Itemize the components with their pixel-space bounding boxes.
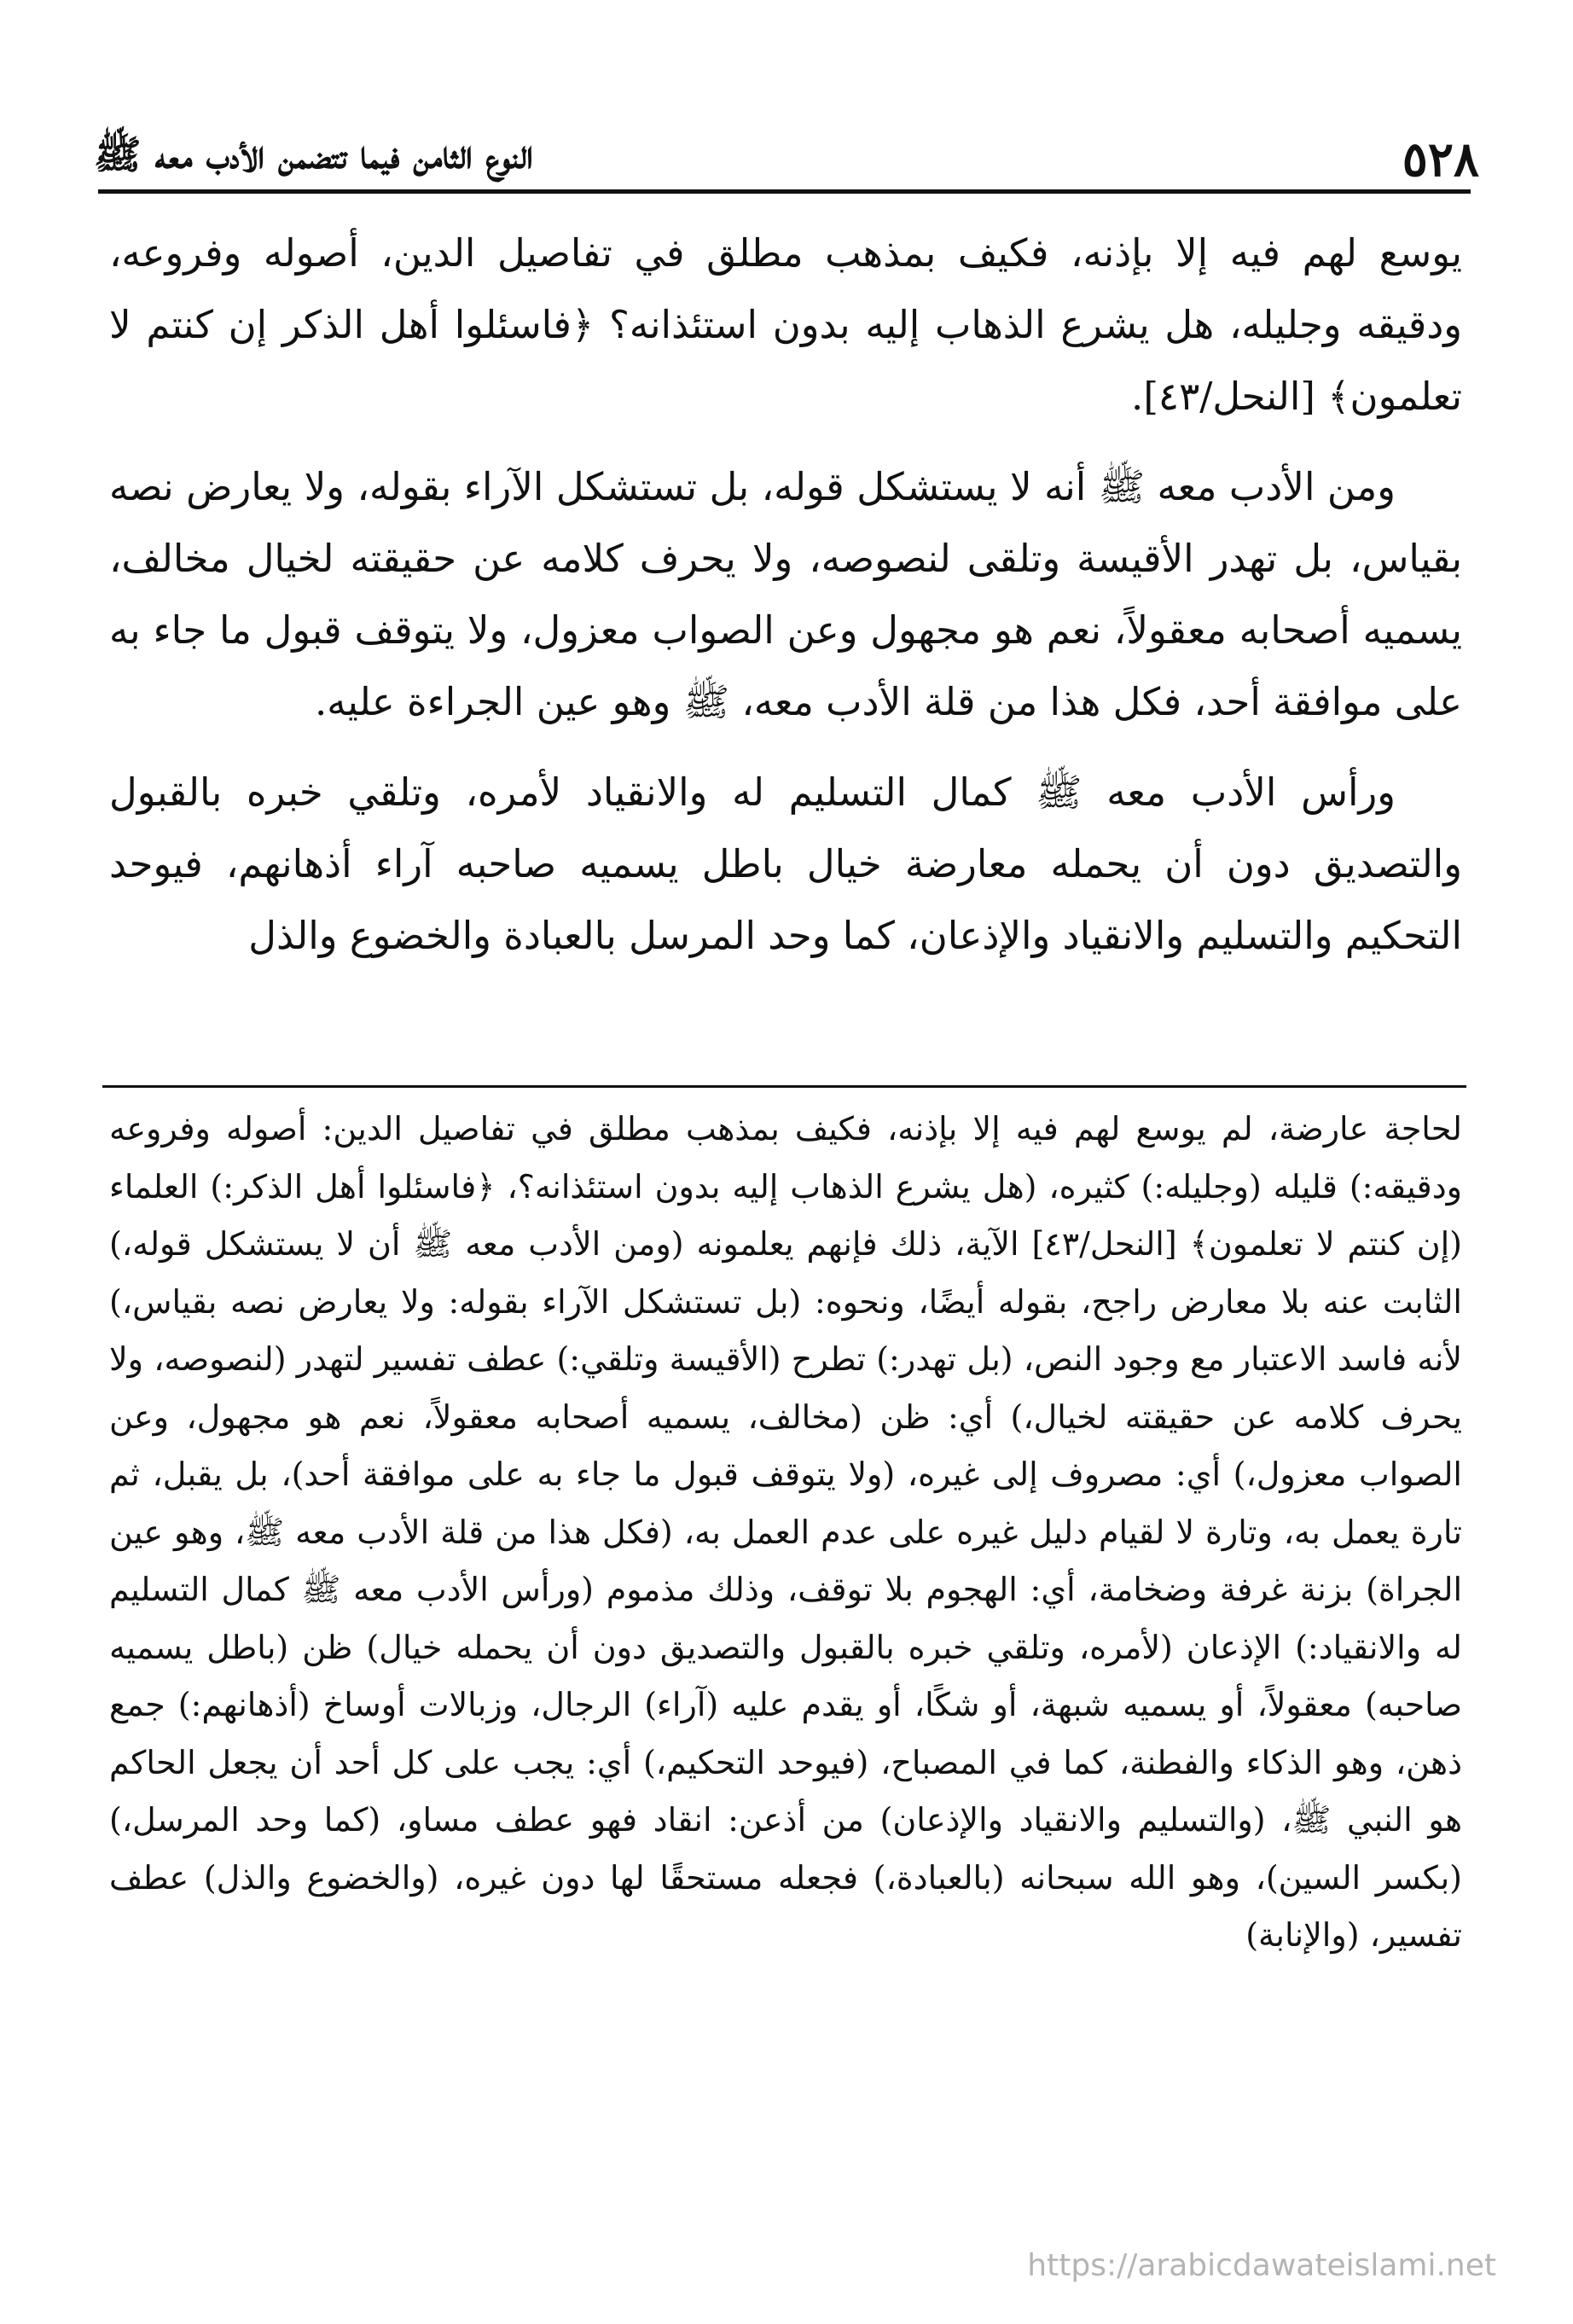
watermark-url: https://arabicdawateislami.net (1027, 2248, 1496, 2283)
main-paragraph-3: ورأس الأدب معه ﷺ كمال التسليم له والانقياد لأمره، وتلقي خبره بالقبول والتصديق دون أن يحمله معارضة خيال باطل يسميه صاحبه آراء أذهانهم، فيوحد التحكيم والتسليم والانقياد والإذعان، كما وحد المرسل بالعبادة والخضوع والذل (109, 770, 1462, 958)
main-paragraph-1: يوسع لهم فيه إلا بإذنه، فكيف بمذهب مطلق في تفاصيل الدين، أصوله وفروعه، ودقيقه وجليله، هل يشرع الذهاب إليه بدون استئذانه؟ ﴿فاسئلوا أهل الذكر إن كنتم لا تعلمون﴾ [النحل/٤٣]. (109, 230, 1462, 419)
running-title: النوع الثامن فيما تتضمن الأدب معه ﷺ (94, 131, 533, 177)
page-header (94, 111, 1479, 188)
header-rule (98, 189, 1471, 194)
commentary-text (109, 1101, 1462, 1965)
page-number: ٥٢٨ (1402, 131, 1479, 188)
commentary-paragraph: لحاجة عارضة، لم يوسع لهم فيه إلا بإذنه، فكيف بمذهب مطلق في تفاصيل الدين: أصوله وفروعه ودقيقه:) قليله (وجليله:) كثيره، (هل يشرع الذهاب إليه بدون استئذانه؟، ﴿فاسئلوا أهل الذكر:) العلماء (إن كنتم لا تعلمون﴾ [النحل/٤٣] الآية، ذلك فإنهم يعلمونه (ومن الأدب معه ﷺ أن لا يستشكل قوله،) الثابت عنه بلا معارض راجح، بقوله أيضًا، ونحوه: (بل تستشكل الآراء بقوله: ولا يعارض نصه بقياس،) لأنه فاسد الاعتبار مع وجود النص، (بل تهدر:) تطرح (الأقيسة وتلقي:) عطف تفسير لتهدر (لنصوصه، ولا يحرف كلامه عن حقيقته لخيال،) أي: ظن (مخالف، يسميه أصحابه معقولاً، نعم هو مجهول، وعن الصواب معزول،) أي: مصروف إلى غيره، (ولا يتوقف قبول ما جاء به على موافقة أحد)، بل يقبل، ثم تارة يعمل به، وتارة لا لقيام دليل غيره على عدم العمل به، (فكل هذا من قلة الأدب معه ﷺ، وهو عين الجراة) بزنة غرفة وضخامة، أي: الهجوم بلا توقف، وذلك مذموم (ورأس الأدب معه ﷺ كمال التسليم له والانقياد:) الإذعان (لأمره، وتلقي خبره بالقبول والتصديق دون أن يحمله خيال) ظن (باطل يسميه صاحبه) معقولاً، أو يسميه شبهة، أو شكًا، أو يقدم عليه (آراء) الرجال، وزبالات أوساخ (أذهانهم:) جمع ذهن، وهو الذكاء والفطنة، كما في المصباح، (فيوحد التحكيم،) أي: يجب على كل أحد أن يجعل الحاكم هو النبي ﷺ، (والتسليم والانقياد والإذعان) من أذعن: انقاد فهو عطف مساو، (كما وحد المرسل،) (بكسر السين)، وهو الله سبحانه (بالعبادة،) فجعله مستحقًا لها دون غيره، (والخضوع والذل) عطف تفسير، (والإنابة) (109, 1110, 1462, 1954)
commentary-separator (102, 1085, 1466, 1088)
main-text (109, 218, 1462, 991)
main-paragraph-2: ومن الأدب معه ﷺ أنه لا يستشكل قوله، بل تستشكل الآراء بقوله، ولا يعارض نصه بقياس، بل تهدر الأقيسة وتلقى لنصوصه، ولا يحرف كلامه عن حقيقته لخيال مخالف، يسميه أصحابه معقولاً، نعم هو مجهول وعن الصواب معزول، ولا يتوقف قبول ما جاء به على موافقة أحد، فكل هذا من قلة الأدب معه، ﷺ وهو عين الجراءة عليه. (109, 464, 1462, 724)
